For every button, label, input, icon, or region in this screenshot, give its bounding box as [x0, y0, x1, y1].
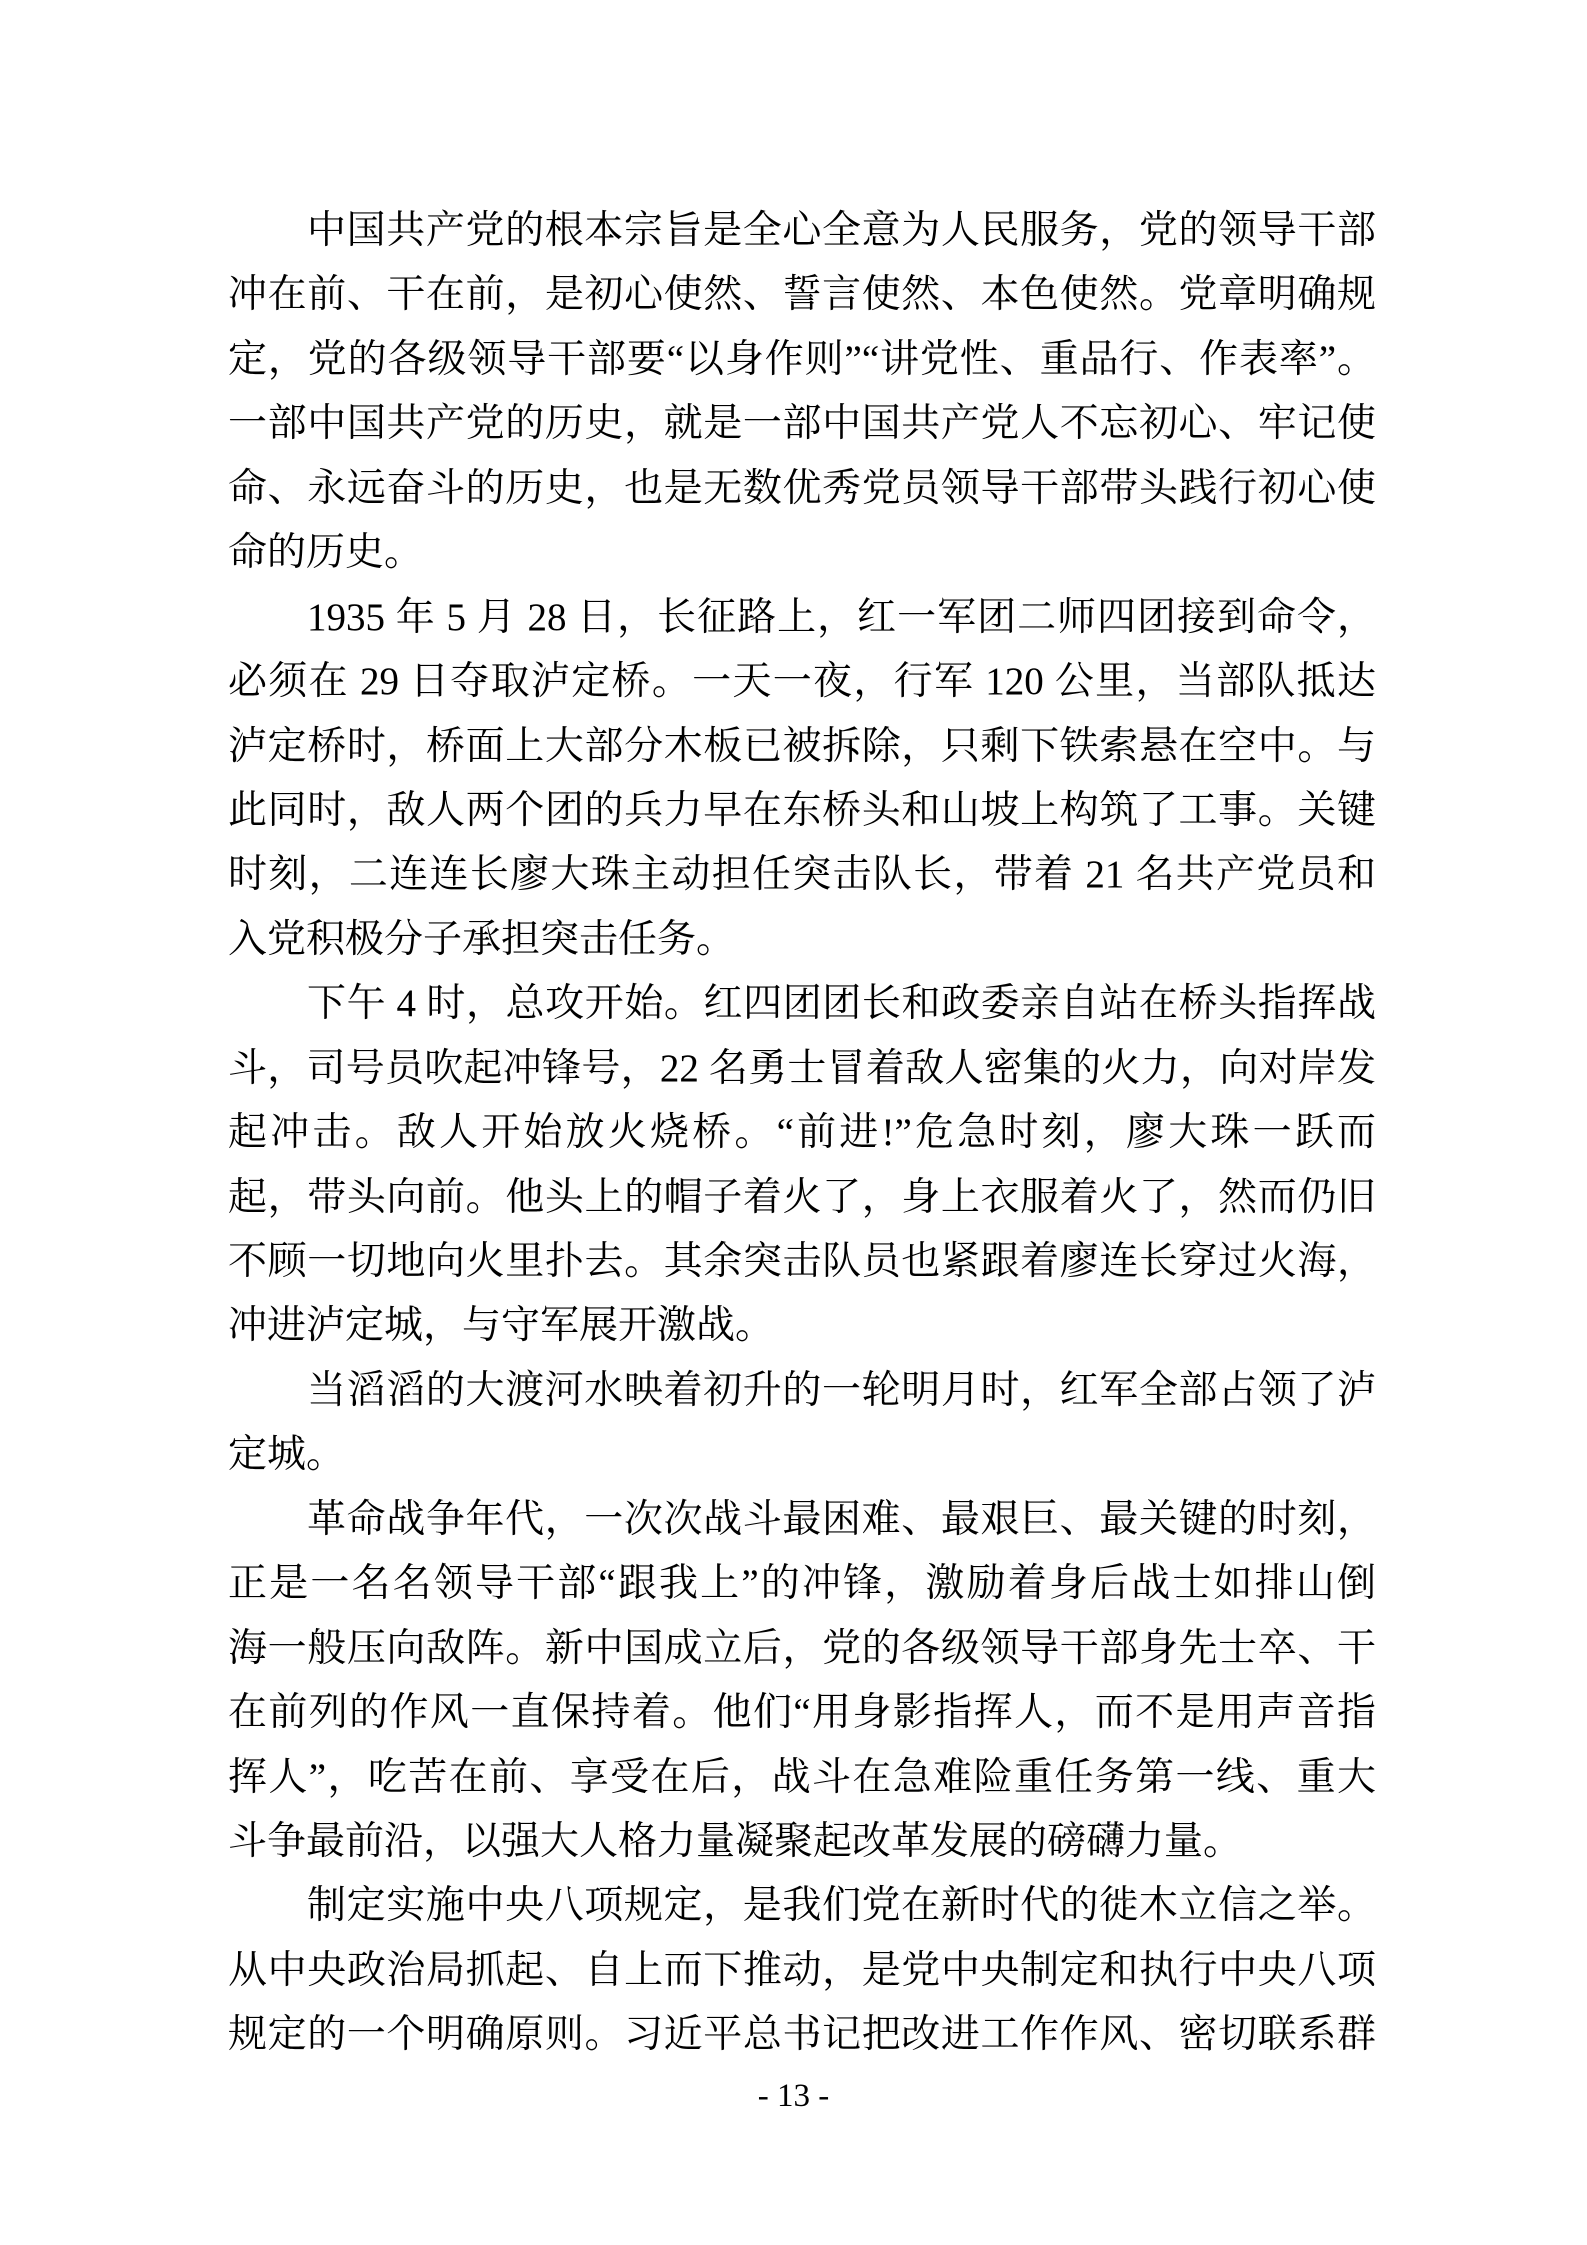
text-line: 规定的一个明确原则。习近平总书记把改进工作作风、密切联系群 [228, 2013, 1376, 2057]
text-line: 冲在前、干在前，是初心使然、誓言使然、本色使然。党章明确规 [228, 273, 1376, 317]
text-line: 此同时，敌人两个团的兵力早在东桥头和山坡上构筑了工事。关键 [228, 788, 1376, 832]
text-line: 定城。 [228, 1433, 346, 1477]
text-line: 从中央政治局抓起、自上而下推动，是党中央制定和执行中央八项 [228, 1948, 1376, 1992]
paragraph [228, 586, 1376, 973]
text-block [228, 199, 1376, 2068]
text-line: 制定实施中央八项规定，是我们党在新时代的徙木立信之举。 [307, 1884, 1376, 1928]
page-number: - 13 - [757, 2078, 830, 2114]
text-line: 1935 年 5 月 28 日，长征路上，红一军团二师四团接到命令， [307, 595, 1376, 639]
text-line: 命、永远奋斗的历史，也是无数优秀党员领导干部带头践行初心使 [228, 466, 1376, 510]
text-line: 斗，司号员吹起冲锋号，22 名勇士冒着敌人密集的火力，向对岸发 [228, 1046, 1376, 1090]
text-line: 下午 4 时，总攻开始。红四团团长和政委亲自站在桥头指挥战 [307, 982, 1376, 1026]
paragraph [228, 972, 1376, 1359]
text-line: 起，带头向前。他头上的帽子着火了，身上衣服着火了，然而仍旧 [228, 1175, 1376, 1219]
text-line: 冲进泸定城，与守军展开激战。 [228, 1304, 775, 1348]
text-line: 不顾一切地向火里扑去。其余突击队员也紧跟着廖连长穿过火海， [228, 1240, 1376, 1283]
text-line: 一部中国共产党的历史，就是一部中国共产党人不忘初心、牢记使 [228, 402, 1376, 446]
text-line: 时刻，二连连长廖大珠主动担任突击队长，带着 21 名共产党员和 [228, 853, 1376, 897]
text-line: 当滔滔的大渡河水映着初升的一轮明月时，红军全部占领了泸 [307, 1368, 1376, 1412]
text-line: 命的历史。 [228, 531, 424, 575]
text-line: 定，党的各级领导干部要“以身作则”“讲党性、重品行、作表率”。 [228, 337, 1376, 381]
text-line: 斗争最前沿，以强大人格力量凝聚起改革发展的磅礴力量。 [228, 1819, 1243, 1863]
paragraph [228, 199, 1376, 586]
text-line: 必须在 29 日夺取泸定桥。一天一夜，行军 120 公里，当部队抵达 [228, 660, 1376, 704]
text-line: 起冲击。敌人开始放火烧桥。“前进!”危急时刻，廖大珠一跃而 [228, 1111, 1376, 1155]
text-line: 海一般压向敌阵。新中国成立后，党的各级领导干部身先士卒、干 [228, 1626, 1376, 1670]
text-line: 入党积极分子承担突击任务。 [228, 917, 736, 961]
text-line: 挥人”，吃苦在前、享受在后，战斗在急难险重任务第一线、重大 [228, 1755, 1376, 1799]
text-line: 革命战争年代，一次次战斗最困难、最艰巨、最关键的时刻， [307, 1497, 1376, 1541]
text-line: 泸定桥时，桥面上大部分木板已被拆除，只剩下铁索悬在空中。与 [228, 724, 1376, 768]
text-line: 中国共产党的根本宗旨是全心全意为人民服务，党的领导干部 [307, 209, 1376, 252]
text-line: 在前列的作风一直保持着。他们“用身影指挥人，而不是用声音指 [228, 1691, 1376, 1735]
paragraph [228, 1874, 1376, 2067]
paragraph [228, 1488, 1376, 1875]
paragraph [228, 1359, 1376, 1488]
text-line: 正是一名名领导干部“跟我上”的冲锋，激励着身后战士如排山倒 [228, 1562, 1376, 1606]
